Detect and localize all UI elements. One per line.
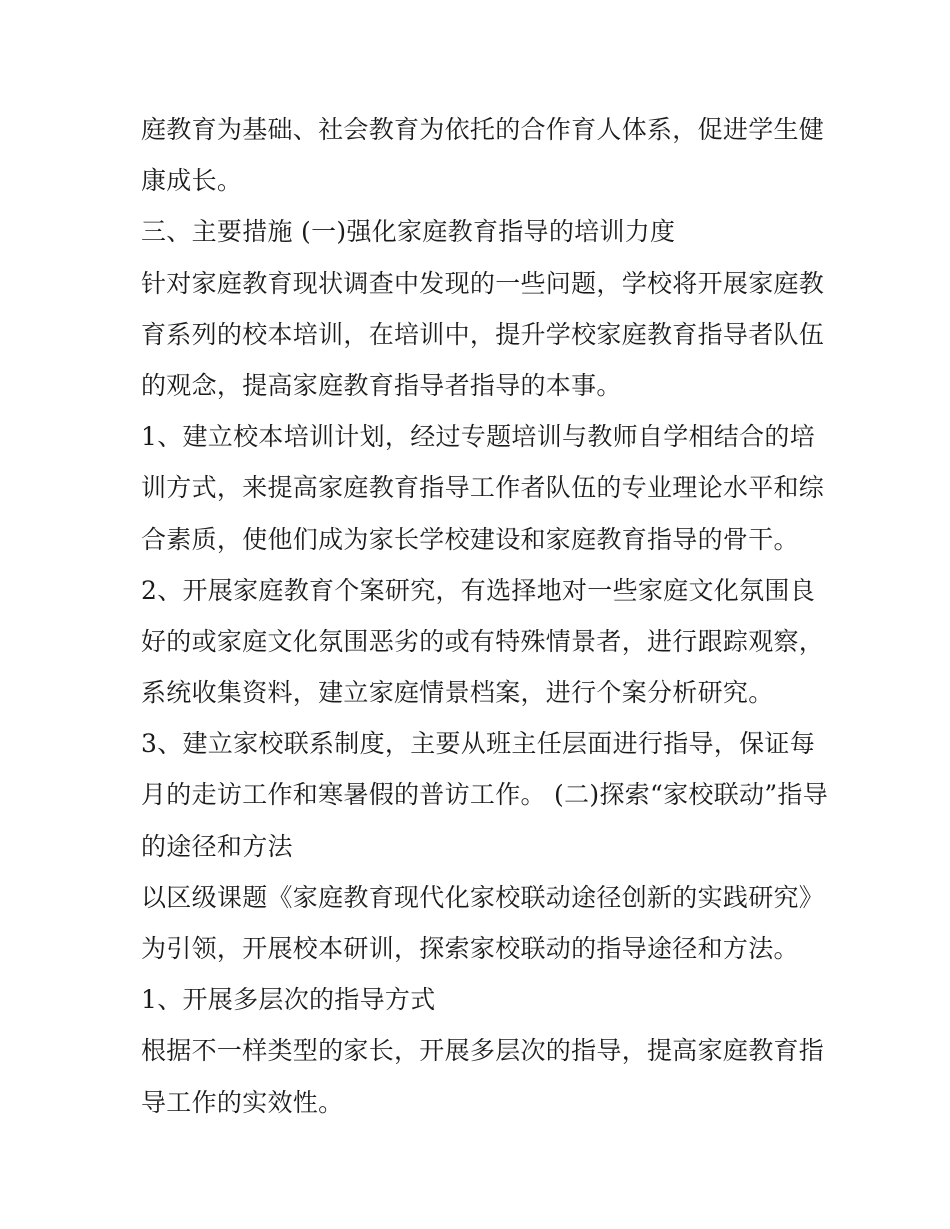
subheading: 1、开展多层次的指导方式 — [141, 985, 436, 1015]
text-line: 以区级课题《家庭教育现代化家校联动途径创新的实践研究》 — [141, 882, 825, 912]
text-line: 训方式，来提高家庭教育指导工作者队伍的专业理论水平和综 — [141, 473, 825, 503]
text-line: 根据不一样类型的家长，开展多层次的指导，提高家庭教育指 — [141, 1036, 825, 1066]
text-line: 为引领，开展校本研训，探索家校联动的指导途径和方法。 — [141, 934, 799, 963]
document-body — [141, 104, 829, 1128]
text-line: 导工作的实效性。 — [141, 1087, 344, 1117]
text-line: 育系列的校本培训，在培训中，提升学校家庭教育指导者队伍 — [141, 319, 825, 349]
list-item-3: 3、建立家校联系制度，主要从班主任层面进行指导，保证每 — [141, 729, 816, 759]
text-line: 合素质，使他们成为家长学校建设和家庭教育指导的骨干。 — [141, 524, 799, 554]
text-line: 好的或家庭文化氛围恶劣的或有特殊情景者，进行跟踪观察， — [141, 626, 825, 656]
text-line: 的途径和方法 — [141, 831, 293, 861]
section-heading: 三、主要措施 (一)强化家庭教育指导的培训力度 — [141, 217, 676, 247]
list-item-1: 1、建立校本培训计划，经过专题培训与教师自学相结合的培 — [141, 422, 816, 452]
text-line: 月的走访工作和寒暑假的普访工作。 (二)探索“家校联动”指导 — [141, 780, 829, 810]
text-line: 康成长。 — [141, 166, 243, 196]
text-line: 的观念，提高家庭教育指导者指导的本事。 — [141, 370, 622, 400]
text-line: 系统收集资料，建立家庭情景档案，进行个案分析研究。 — [141, 678, 774, 708]
text-line: 针对家庭教育现状调查中发现的一些问题，学校将开展家庭教 — [141, 268, 825, 298]
list-item-2: 2、开展家庭教育个案研究，有选择地对一些家庭文化氛围良 — [141, 575, 816, 605]
text-line: 庭教育为基础、社会教育为依托的合作育人体系，促进学生健 — [141, 115, 825, 144]
